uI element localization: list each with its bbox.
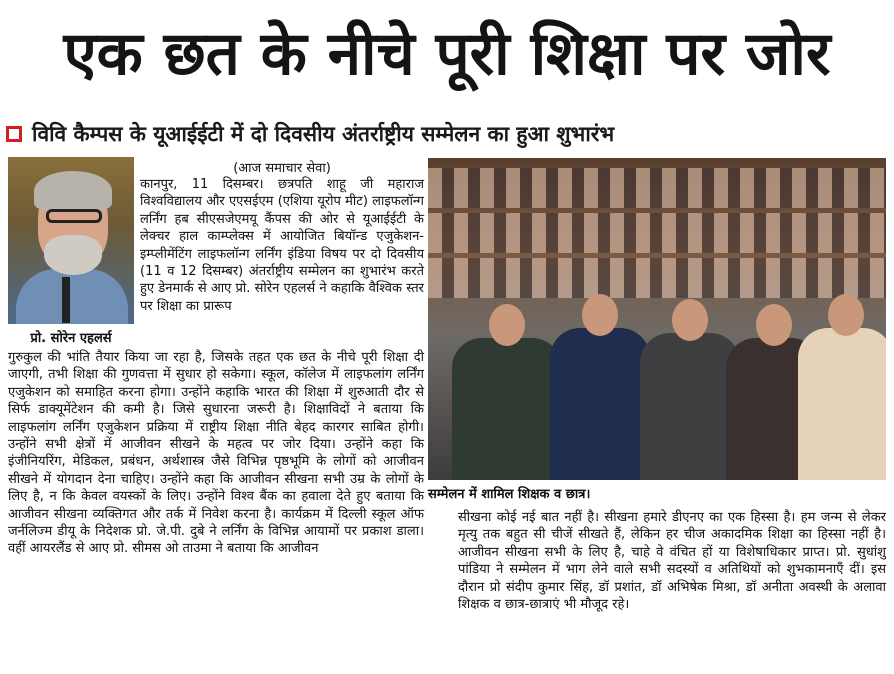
audience-photo-caption: सम्मेलन में शामिल शिक्षक व छात्र। bbox=[428, 487, 591, 502]
byline: (आज समाचार सेवा) bbox=[233, 161, 331, 176]
subheadline: विवि कैम्पस के यूआईईटी में दो दिवसीय अंतर्राष्ट्रीय सम्मेलन का हुआ शुभारंभ bbox=[32, 122, 615, 146]
article-column-1: कानपुर, 11 दिसम्बर। छत्रपति शाहू जी महाराज विश्वविद्यालय और एएसईएम (एशिया यूरोप मीट) लाइफलॉन्ग लर्निंग हब सीएसजेएमयू कैंपस की ओर से यूआईईटी के लेक्चर हाल काम्प्लेक्स में आयोजित बियॉन्ड एजुकेशन-इम्प्लीमेंटिंग लाइफलॉन्ग लर्निंग इंडिया विषय पर दो दिवसीय (11 व 12 दिसम्बर) अंतर्राष्ट्रीय सम्मेलन का शुभारंभ करते हुए डेनमार्क से आए प्रो. सोरेन एहलर्स ने कहाकि वैश्विक स्तर पर शिक्षा का प्रारूप bbox=[140, 177, 424, 314]
speaker-photo bbox=[8, 157, 134, 324]
article-column-2: गुरुकुल की भांति तैयार किया जा रहा है, जिसके तहत एक छत के नीचे पूरी शिक्षा दी जाएगी, तभी शिक्षा की गुणवत्ता में सुधार हो सकेगा। स्कूल, कॉलेज में लाइफलांग लर्निंग एजुकेशन को समाहित करना होगा। उन्होंने कहाकि भारत की शिक्षा में शुरुआती दौर से सिर्फ डाक्यूमेंटेशन की कमी है। जिसे सुधारना जरूरी है। शिक्षाविदों ने बताया कि लाइफलांग लर्निंग एजुकेशन प्रक्रिया में राष्ट्रीय शिक्षा नीति बेहद कारगर साबित होगी। उन्होंने सभी क्षेत्रों में आजीवन सीखने के महत्व पर जोर दिया। उन्होंने कहा कि इंजीनियरिंग, मेडिकल, प्रबंधन, अर्थशास्त्र जैसे विभिन्न पृष्ठभूमि के लोगों को आजीवन सीखने में योगदान देना चाहिए। उन्होंने कहा कि आजीवन सीखना सभी उम्र के लोगों के लिए है, न कि केवल वयस्कों के लिए। उन्होंने विश्व बैंक का हवाला देते हुए बताया कि आजीवन सीखना व्यक्तिगत और तर्क में निवेश करना है। कार्यक्रम में दिल्ली स्कूल ऑफ जर्नलिज्म डीयू के निदेशक प्रो. जे.पी. दुबे ने लर्निंग के विभिन्न आयामों पर प्रकाश डाला। वहीं आयरलैंड से आए प्रो. सीमस ओ ताउमा ने बताया कि आजीवन bbox=[8, 350, 424, 557]
speaker-photo-caption: प्रो. सोरेन एहलर्स bbox=[30, 331, 112, 346]
subheadline-row bbox=[6, 118, 886, 150]
audience-photo bbox=[428, 158, 886, 480]
headline: एक छत के नीचे पूरी शिक्षा पर जोर bbox=[63, 19, 831, 89]
square-bullet-icon bbox=[6, 126, 22, 142]
article-column-3: सीखना कोई नई बात नहीं है। सीखना हमारे डीएनए का एक हिस्सा है। हम जन्म से लेकर मृत्यु तक बहुत सी चीजें सीखते हैं, लेकिन हर चीज अकादमिक शिक्षा का हिस्सा नहीं है। आजीवन सीखना सभी के लिए है, चाहे वे वंचित हों या विशेषाधिकार प्राप्त। प्रो. सुधांशु पांडिया ने सम्मेलन में भाग लेने वाले सभी सदस्यों व अतिथियों को शुभकामनाएँ दीं। इस दौरान प्रो संदीप कुमार सिंह, डॉ प्रशांत, डॉ अभिषेक मिश्रा, डॉ अनीता अवस्थी के अलावा शिक्षक व छात्र-छात्राएं भी मौजूद रहे। bbox=[458, 510, 886, 613]
